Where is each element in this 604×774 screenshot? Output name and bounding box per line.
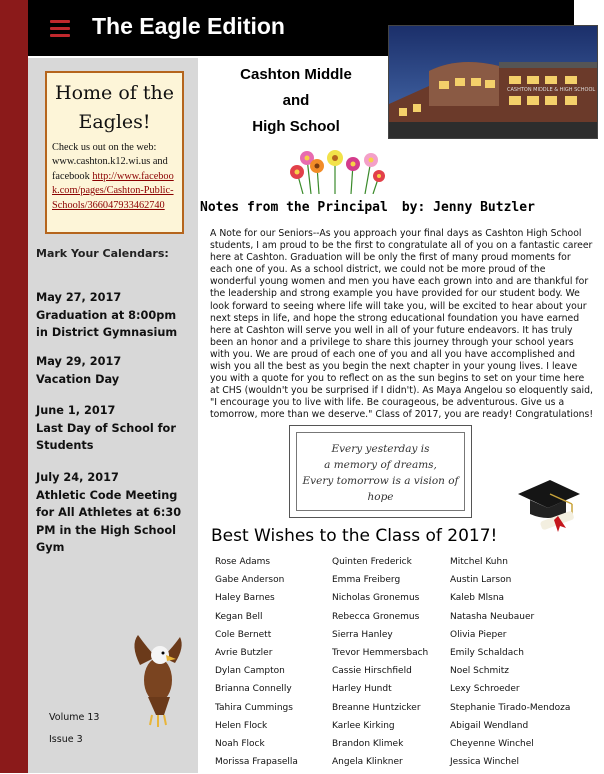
graduate-name: Olivia Pieper — [450, 629, 507, 640]
graduate-name: Noel Schmitz — [450, 666, 510, 677]
graduate-name: Kegan Bell — [215, 611, 263, 622]
calendar-event — [36, 402, 181, 455]
event-desc: Last Day of School for Students — [36, 421, 176, 452]
calendar-event — [36, 469, 194, 557]
graduate-name: Stephanie Tirado-Mendoza — [450, 702, 571, 713]
volume-label: Volume 13 — [49, 712, 100, 723]
graduate-name: Abigail Wendland — [450, 720, 529, 731]
graduate-name: Noah Flock — [215, 738, 265, 749]
graduate-name: Rose Adams — [215, 557, 271, 567]
graduate-name: Kaleb Mlsna — [450, 593, 505, 604]
graduate-name: Cole Bernett — [215, 629, 272, 640]
event-desc: Athletic Code Meeting for All Athletes at 6:30 PM in the High School Gym — [36, 488, 182, 554]
principal-letter: A Note for our Seniors--As you approach your final days as Cashton High School students, I am proud to be the first to congratulate all of you on a fantastic career here at Cashton. Graduation will be only the first of many proud moments for each one of you. As a school district, we could not be more proud of the wonderful young women and men you have each grown into and are thankful for the leadership and strong example you have provided for our student body. We look forward to seeing where life will take you, will be excited to hear about your next steps in life, and hope the strong educational foundation you have earned here at Cashton will serve you well in all of your future endeavors. It has truly been an honor and a privilege to share this journey through your school years with you. We are proud of each one of you and all you have accomplished and wish you all the best as you begin the next chapter in your young lives. I leave you with a quote for you to reflect on as the sun begins to set on your time here at CHS (wouldn't you be surprised if I didn't). As Maya Angelou so eloquently said, "I encourage you to live with life. Be courageous, be adventurous. Give us a tomorrow, more than we deserve." Class of 2017, you are ready! Congratulations! — [210, 228, 594, 421]
school-building-photo — [388, 25, 598, 139]
home-text: Check us out on the web: www.cashton.k12.wi.us and facebook http://www.facebook.com/pages/Cashton-Public-Schools/366047933462740 — [52, 142, 174, 211]
graduate-name: Austin Larson — [450, 575, 512, 586]
graduate-name: Lexy Schroeder — [450, 684, 520, 695]
event-date: May 29, 2017 — [36, 355, 122, 368]
graduate-name: Emily Schaldach — [450, 647, 524, 658]
graduate-name: Morissa Frapasella — [215, 757, 298, 768]
graduate-name: Helen Flock — [215, 720, 268, 731]
event-desc: Vacation Day — [36, 372, 120, 386]
event-desc: Graduation at 8:00pm in District Gymnasium — [36, 308, 178, 339]
graduation-cap-icon — [514, 470, 582, 532]
graduate-name: Brandon Klimek — [332, 738, 404, 749]
graduate-name: Natasha Neubauer — [450, 611, 535, 622]
graduate-name: Cassie Hirschfield — [332, 666, 412, 677]
graduate-name: Nicholas Gronemus — [332, 593, 420, 604]
quote-line: Every tomorrow is a vision of hope — [302, 475, 459, 503]
event-date: June 1, 2017 — [36, 404, 116, 417]
calendar-event — [36, 353, 186, 388]
facebook-link[interactable]: http://www.facebook.com/pages/Cashton-Public-Schools/366047933462740 — [52, 170, 174, 211]
graduate-name: Haley Barnes — [215, 593, 275, 604]
graduate-name: Jessica Winchel — [450, 757, 519, 768]
graduate-name: Mitchel Kuhn — [450, 557, 508, 567]
graduate-name: Karlee Kirking — [332, 720, 395, 731]
graduate-name: Rebecca Gronemus — [332, 611, 420, 622]
graduate-name: Breanne Huntzicker — [332, 702, 421, 713]
graduate-name: Tahira Cummings — [215, 702, 293, 713]
calendar-event — [36, 289, 186, 342]
graduate-names-col3 — [450, 556, 570, 774]
graduate-names-col2 — [332, 556, 428, 774]
graduate-name: Sierra Hanley — [332, 629, 393, 640]
newsletter-title: The Eagle Edition — [92, 13, 285, 39]
graduate-name: Avrie Butzler — [215, 647, 273, 658]
school-name: Cashton Middle and High School — [240, 66, 352, 135]
graduate-name: Gabe Anderson — [215, 575, 285, 586]
quote-line: a memory of dreams, — [324, 459, 437, 471]
left-red-bar — [0, 0, 28, 773]
graduate-name: Emma Freiberg — [332, 575, 401, 586]
quote-box — [289, 425, 472, 518]
graduate-name: Dylan Campton — [215, 666, 285, 677]
graduate-name: Harley Hundt — [332, 684, 392, 695]
home-title: Home of the Eagles! — [55, 82, 174, 133]
graduate-name: Cheyenne Winchel — [450, 738, 534, 749]
building-sign: CASHTON MIDDLE & HIGH SCHOOL — [507, 87, 596, 93]
event-date: May 27, 2017 — [36, 291, 122, 304]
graduate-name: Quinten Frederick — [332, 557, 412, 567]
principal-heading: Notes from the Principal by: Jenny Butzler — [200, 200, 535, 215]
best-wishes-heading: Best Wishes to the Class of 2017! — [211, 526, 498, 546]
event-date: July 24, 2017 — [36, 471, 119, 484]
graduate-names-col1 — [215, 556, 298, 774]
graduate-name: Angela Klinkner — [332, 757, 403, 768]
issue-label: Issue 3 — [49, 734, 83, 745]
flowers-icon — [283, 150, 387, 194]
menu-icon[interactable] — [50, 20, 70, 38]
home-of-eagles-box — [45, 71, 184, 234]
calendar-heading: Mark Your Calendars: — [36, 247, 169, 260]
graduate-name: Brianna Connelly — [215, 684, 292, 695]
quote-line: Every yesterday is — [331, 443, 430, 455]
eagle-mascot-icon — [130, 635, 185, 730]
graduate-name: Trevor Hemmersbach — [332, 647, 429, 658]
